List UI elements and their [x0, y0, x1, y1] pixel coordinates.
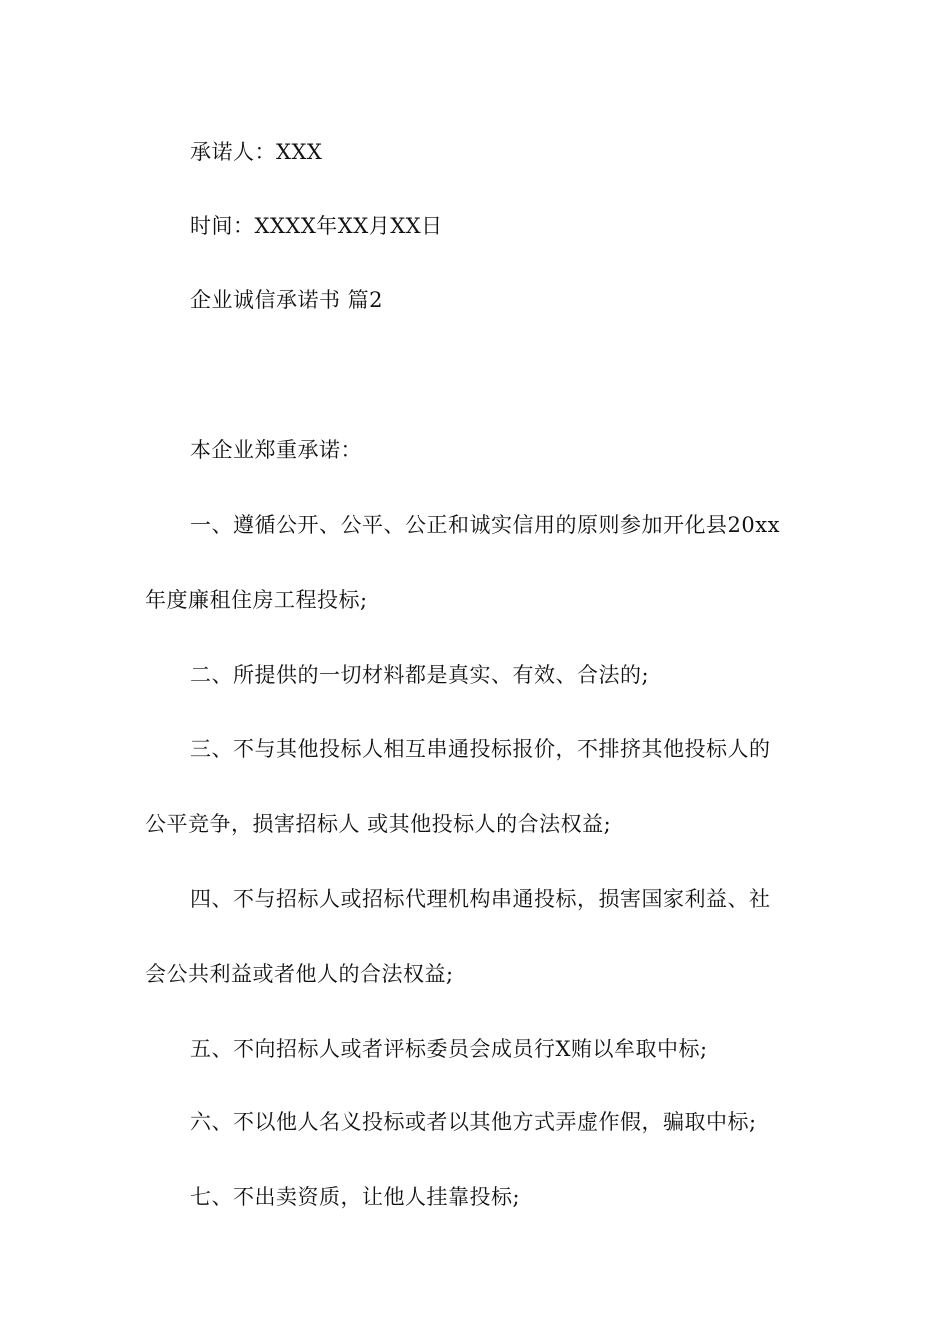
section-title: 企业诚信承诺书 篇2 — [190, 288, 384, 312]
item-4-line-2: 会公共利益或者他人的合法权益; — [145, 962, 454, 986]
item-7-line-1: 七、不出卖资质，让他人挂靠投标; — [190, 1185, 521, 1209]
item-1-line-2: 年度廉租住房工程投标; — [145, 588, 368, 612]
item-4-line-1: 四、不与招标人或招标代理机构串通投标，损害国家利益、社 — [190, 887, 771, 911]
item-5-line-1: 五、不向招标人或者评标委员会成员行X贿以牟取中标; — [190, 1037, 708, 1061]
item-3-line-1: 三、不与其他投标人相互串通投标报价，不排挤其他投标人的 — [190, 737, 771, 761]
intro-line: 本企业郑重承诺： — [190, 438, 362, 462]
date-line: 时间：XXXX年XX月XX日 — [190, 214, 443, 238]
item-1-line-1: 一、遵循公开、公平、公正和诚实信用的原则参加开化县20xx — [190, 513, 780, 537]
promisor-line: 承诺人：XXX — [190, 140, 323, 164]
item-6-line-1: 六、不以他人名义投标或者以其他方式弄虚作假，骗取中标; — [190, 1110, 757, 1134]
item-2-line-1: 二、所提供的一切材料都是真实、有效、合法的; — [190, 663, 650, 687]
item-3-line-2: 公平竞争，损害招标人 或其他投标人的合法权益; — [145, 812, 612, 836]
